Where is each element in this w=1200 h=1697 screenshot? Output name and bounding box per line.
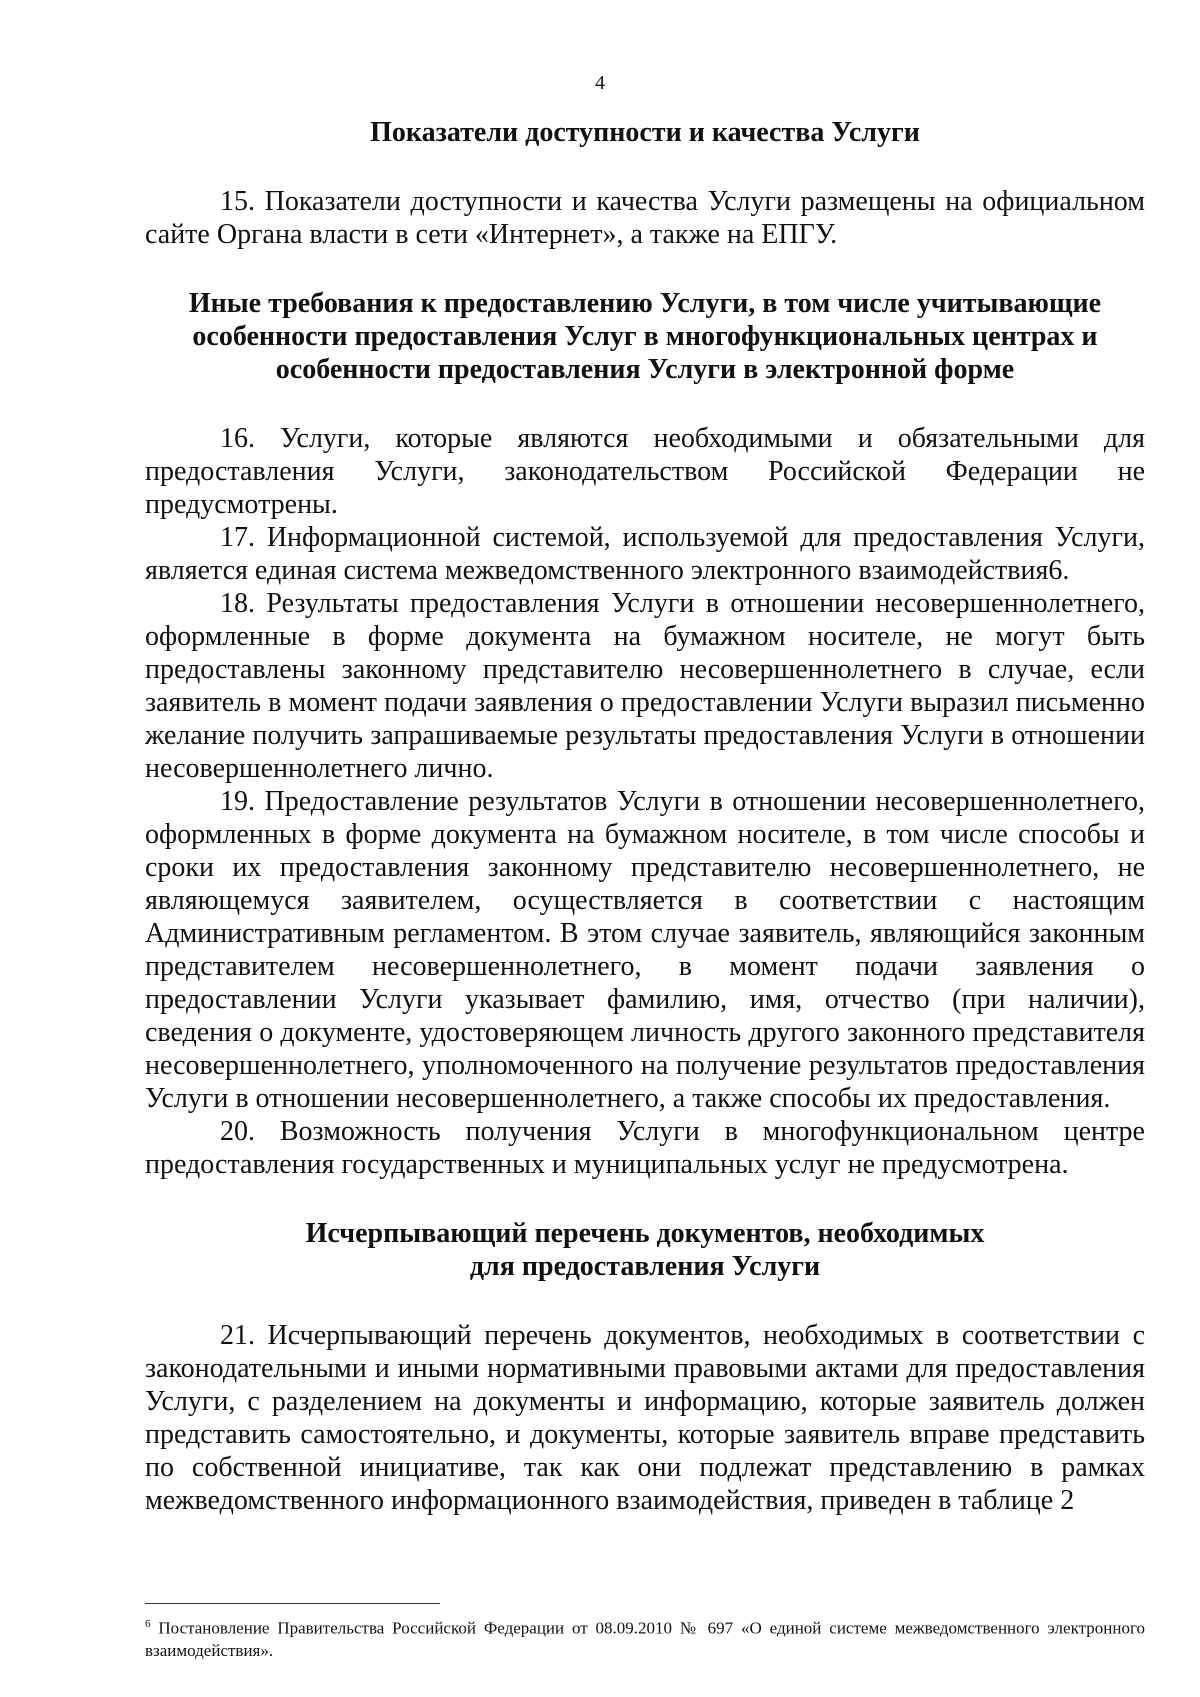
heading-line: особенности предоставления Услуг в многофункциональных центрах и xyxy=(192,321,1098,352)
heading-line: особенности предоставления Услуги в электронной форме xyxy=(275,354,1015,385)
section-heading-documents-list xyxy=(145,1217,1145,1283)
document-body xyxy=(145,116,1145,1517)
section-heading-other-requirements xyxy=(145,287,1145,386)
paragraph-19: 19. Предоставление результатов Услуги в отношении несовершеннолетнего, оформленных в форме документа на бумажном носителе, в том числе способы и сроки их предоставления законному представителю несовершеннолетнего, не являющемуся заявителем, осуществляется в соответствии с настоящим Административным регламентом. В этом случае заявитель, являющийся законным представителем несовершеннолетнего, в момент подачи заявления о предоставлении Услуги указывает фамилию, имя, отчество (при наличии), сведения о документе, удостоверяющем личность другого законного представителя несовершеннолетнего, уполномоченного на получение результатов предоставления Услуги в отношении несовершеннолетнего, а также способы их предоставления. xyxy=(145,786,1145,1114)
paragraph-20: 20. Возможность получения Услуги в многофункциональном центре предоставления государственных и муниципальных услуг не предусмотрена. xyxy=(145,1116,1145,1180)
paragraph-21: 21. Исчерпывающий перечень документов, необходимых в соответствии с законодательными и иными нормативными правовыми актами для предоставления Услуги, с разделением на документы и информацию, которые заявитель должен представить самостоятельно, и документы, которые заявитель вправе представить по собственной инициативе, так как они подлежат представлению в рамках межведомственного информационного взаимодействия, приведен в таблице 2 xyxy=(145,1320,1145,1516)
paragraph-15: 15. Показатели доступности и качества Услуги размещены на официальном сайте Органа власти в сети «Интернет», а также на ЕПГУ. xyxy=(145,186,1145,250)
paragraph-18: 18. Результаты предоставления Услуги в отношении несовершеннолетнего, оформленные в форме документа на бумажном носителе, не могут быть предоставлены законному представителю несовершеннолетнего в случае, если заявитель в момент подачи заявления о предоставлении Услуги выразил письменно желание получить запрашиваемые результаты предоставления Услуги в отношении несовершеннолетнего лично. xyxy=(145,588,1145,784)
section-heading-availability: Показатели доступности и качества Услуги xyxy=(370,117,920,148)
page-number: 4 xyxy=(595,72,605,94)
paragraph-17: 17. Информационной системой, используемой для предоставления Услуги, является единая система межведомственного электронного взаимодействия6. xyxy=(145,522,1145,586)
footnote-text: Постановление Правительства Российской Федерации от 08.09.2010 № 697 «О единой системе межведомственного электронного взаимодействия». xyxy=(145,1618,1145,1660)
footnote-divider xyxy=(145,1603,440,1604)
heading-line: Исчерпывающий перечень документов, необходимых xyxy=(305,1218,985,1249)
heading-line: для предоставления Услуги xyxy=(469,1251,821,1282)
paragraph-16: 16. Услуги, которые являются необходимыми и обязательными для предоставления Услуги, законодательством Российской Федерации не предусмотрены. xyxy=(145,423,1145,520)
footnote-marker: 6 xyxy=(145,1618,151,1630)
heading-line: Иные требования к предоставлению Услуги, в том числе учитывающие xyxy=(188,288,1102,319)
footnote xyxy=(145,1613,1145,1662)
